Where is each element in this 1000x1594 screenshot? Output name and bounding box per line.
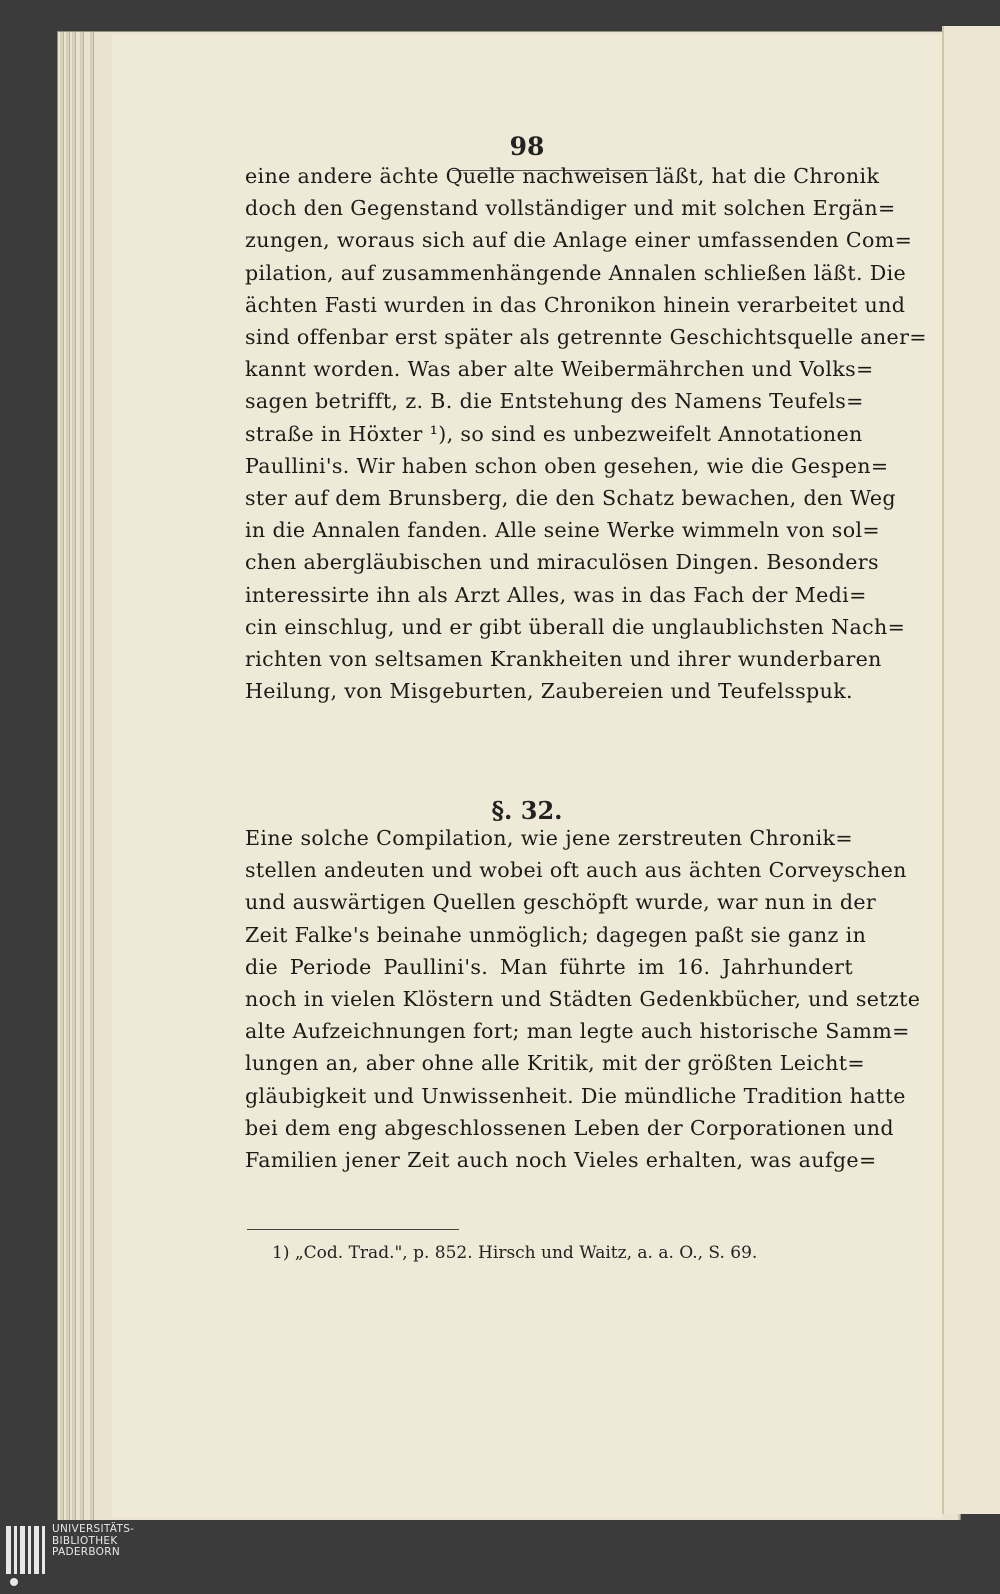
page-edge [90, 32, 94, 1520]
text-line: stellen andeuten und wobei oft auch aus ächten Corveyschen [245, 858, 907, 883]
text-line: Paullini's. Wir haben schon oben gesehen, wie die Gespen= [245, 453, 889, 478]
page-edge [72, 32, 76, 1520]
text-line: alte Aufzeichnungen fort; man legte auch historische Samm= [245, 1019, 910, 1044]
paragraph-1 [245, 160, 927, 707]
text-line: richten von seltsamen Krankheiten und ihrer wunderbaren [245, 647, 882, 672]
text-line: straße in Höxter ¹), so sind es unbezweifelt Annotationen [245, 421, 863, 446]
text-line: in die Annalen fanden. Alle seine Werke wimmeln von sol= [245, 518, 880, 543]
page-edge [60, 32, 64, 1520]
page-number: 98 [509, 132, 545, 161]
library-name [52, 1524, 134, 1559]
text-line: eine andere ächte Quelle nachweisen läßt, hat die Chronik [245, 164, 880, 188]
text-line: noch in vielen Klöstern und Städten Gedenkbücher, und setzte [245, 987, 921, 1012]
text-line: sind offenbar erst später als getrennte Geschichtsquelle aner= [245, 325, 927, 350]
text-line: Heilung, von Misgeburten, Zaubereien und Teufelsspuk. [245, 679, 853, 704]
text-line: kannt worden. Was aber alte Weibermährchen und Volks= [245, 357, 874, 382]
text-line: und auswärtigen Quellen geschöpft wurde, war nun in der [245, 890, 877, 915]
page-edge [66, 32, 70, 1520]
text-line: chen abergläubischen und miraculösen Dingen. Besonders [245, 550, 879, 575]
footnote-rule [247, 1229, 459, 1230]
book-page [112, 34, 942, 1518]
library-footer [0, 1520, 1000, 1594]
text-line: Familien jener Zeit auch noch Vieles erhalten, was aufge= [245, 1148, 877, 1173]
library-logo-icon [4, 1524, 48, 1590]
text-line: Zeit Falke's beinahe unmöglich; dagegen paßt sie ganz in [245, 922, 867, 947]
text-line: gläubigkeit und Unwissenheit. Die mündliche Tradition hatte [245, 1083, 906, 1108]
text-line: cin einschlug, und er gibt überall die unglaublichsten Nach= [245, 614, 906, 639]
text-line: sagen betrifft, z. B. die Entstehung des Namens Teufels= [245, 389, 864, 414]
footnote: 1) „Cod. Trad.", p. 852. Hirsch und Waitz, a. a. O., S. 69. [272, 1243, 758, 1263]
text-line: die Periode Paullini's. Man führte im 16. Jahrhundert [245, 954, 853, 979]
text-line: zungen, woraus sich auf die Anlage einer umfassenden Com= [245, 228, 913, 253]
library-line: BIBLIOTHEK [52, 1534, 118, 1547]
section-heading: §. 32. [491, 796, 563, 825]
page-edge [80, 32, 84, 1520]
text-line: doch den Gegenstand vollständiger und mit solchen Ergän= [245, 196, 896, 221]
text-line: interessirte ihn als Arzt Alles, was in das Fach der Medi= [245, 582, 867, 607]
text-line: bei dem eng abgeschlossenen Leben der Corporationen und [245, 1115, 894, 1140]
text-line: ächten Fasti wurden in das Chronikon hinein verarbeitet und [245, 292, 906, 317]
text-line: lungen an, aber ohne alle Kritik, mit der größten Leicht= [245, 1051, 865, 1076]
facing-page-edge [942, 26, 1000, 1514]
text-line: pilation, auf zusammenhängende Annalen schließen läßt. Die [245, 260, 907, 285]
text-line: Eine solche Compilation, wie jene zerstreuten Chronik= [245, 826, 853, 850]
library-line: PADERBORN [52, 1546, 120, 1558]
paragraph-2 [245, 822, 921, 1176]
library-line: UNIVERSITÄTS- [52, 1523, 135, 1535]
text-line: ster auf dem Brunsberg, die den Schatz bewachen, den Weg [245, 486, 896, 511]
